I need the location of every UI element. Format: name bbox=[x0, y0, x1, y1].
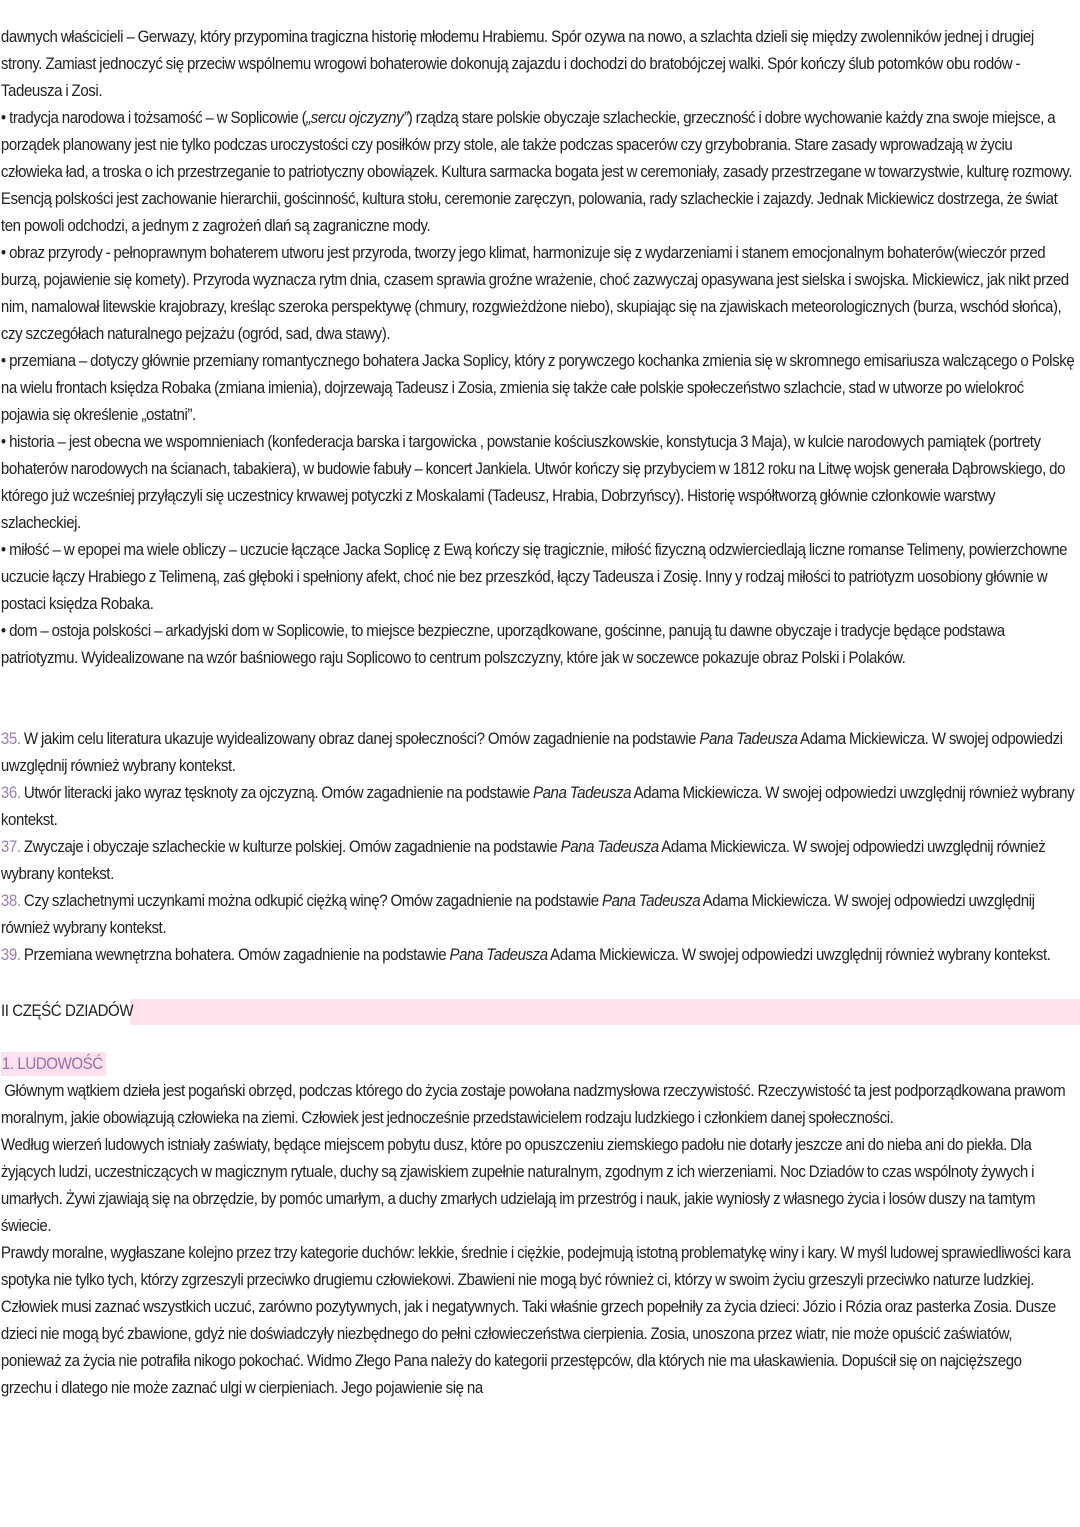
question-title-italic: Pana Tadeusza bbox=[449, 946, 548, 964]
bullet-rest: ) rządzą stare polskie obyczaje szlacheckie, grzeczność i dobre wychowanie każdy zna swoje miejsce, a porządek planowany jest nie tylko podczas uroczystości czy posiłków przy stole, ale także podczas spacerów czy grzybobrania. Stare zasady wprowadzają w życiu człowieka ład, a troska o ich przestrzeganie to patriotyczny obowiązek. Kultura sarmacka bogata jest w ceremoniały, zasady przestrzegane w towarzystwie, kulturę rozmowy. Esencją polskości jest zachowanie hierarchii, gościnność, kultura stołu, ceremonie zaręczyn, polowania, rady szlacheckie i zajazdy. Jednak Mickiewicz dostrzega, że świat ten powoli odchodzi, a jednym z zagrożeń dlań są zagraniczne mody. bbox=[0, 109, 1073, 235]
question-list bbox=[0, 726, 1080, 969]
question-number: 38. bbox=[0, 892, 21, 910]
spacer bbox=[0, 1025, 1080, 1052]
section-highlight-bar bbox=[130, 999, 1080, 1025]
question-text: W jakim celu literatura ukazuje wyidealizowany obraz danej społeczności? Omów zagadnienie na podstawie bbox=[20, 730, 700, 748]
subsection-title: 1. LUDOWOŚĆ bbox=[1, 1052, 106, 1076]
section-heading bbox=[0, 998, 1080, 1025]
question-text-end: Adama Mickiewicza. W swojej odpowiedzi uwzględnij również wybrany kontekst. bbox=[0, 838, 1046, 883]
subsection-heading bbox=[0, 1052, 1080, 1078]
bullet-tradition bbox=[0, 105, 1077, 240]
question-text-end: Adama Mickiewicza. W swojej odpowiedzi uwzględnij również wybrany kontekst. bbox=[0, 730, 1063, 775]
question-title-italic: Pana Tadeusza bbox=[699, 730, 798, 748]
bullet-history: • historia – jest obecna we wspomnieniach (konfederacja barska i targowicka , powstanie kościuszkowskie, konstytucja 3 Maja), w kulcie narodowych pamiątek (portrety bohaterów narodowych na ścianach, tabakiera), w budowie fabuły – koncert Jankiela. Utwór kończy się przybyciem w 1812 roku na Litwę wojsk generała Dąbrowskiego, do którego już wcześniej przyłączyli się uczestnicy krwawej potyczki z Moskalami (Tadeusz, Hrabia, Dobrzyńscy). Historię współtworzą głównie członkowie warstwy szlacheckiej. bbox=[0, 433, 1066, 532]
question-title-italic: Pana Tadeusza bbox=[532, 784, 632, 802]
bullet-italic-quote: „sercu ojczyzny” bbox=[306, 109, 408, 127]
question-number: 35. bbox=[0, 730, 21, 748]
document-page bbox=[0, 24, 1080, 1402]
question-text: Przemiana wewnętrzna bohatera. Omów zagadnienie na podstawie bbox=[20, 946, 450, 964]
question-item bbox=[0, 834, 1077, 888]
bullet-love: • miłość – w epopei ma wiele obliczy – uczucie łączące Jacka Soplicę z Ewą kończy się tragicznie, miłość fizyczną odzwierciedlają liczne romanse Telimeny, powierzchowne uczucie łączy Hrabiego z Telimeną, zaś głęboki i spełniony afekt, choć nie bez przeszkód, łączy Tadeusza i Zosię. Inny y rodzaj miłości to patriotyzm uosobiony głównie w postaci księdza Robaka. bbox=[0, 541, 1068, 613]
question-text: Utwór literacki jako wyraz tęsknoty za ojczyzną. Omów zagadnienie na podstawie bbox=[20, 784, 533, 802]
body-paragraph: Głównym wątkiem dzieła jest pogański obrzęd, podczas którego do życia zostaje powołana nadzmysłowa rzeczywistość. Rzeczywistość ta jest podporządkowana prawom moralnym, jakie obowiązują człowieka na ziemi. Człowiek jest jednocześnie przedstawicielem rodzaju ludzkiego i członkiem danej społeczności. bbox=[0, 1082, 1069, 1127]
question-title-italic: Pana Tadeusza bbox=[560, 838, 659, 856]
question-item bbox=[0, 780, 1077, 834]
intro-paragraph: dawnych właścicieli – Gerwazy, który przypomina tragiczna historię młodemu Hrabiemu. Spór ozywa na nowo, a szlachta dzieli się między zwolenników jednej i drugiej strony. Zamiast jednoczyć się przeciw wspólnemu wrogowi bohaterowie dokonują zajazdu i dochodzi do bratobójczej walki. Spór kończy ślub potomków obu rodów - Tadeusza i Zosi. bbox=[0, 28, 1034, 100]
body-paragraph: Prawdy moralne, wygłaszane kolejno przez trzy kategorie duchów: lekkie, średnie i ciężkie, podejmują istotną problematykę winy i kary. W myśl ludowej sprawiedliwości kara spotyka nie tylko tych, którzy zgrzeszyli przeciwko drugiemu człowiekowi. Zbawieni nie mogą być również ci, którzy w swoim życiu grzeszyli przeciwko naturze ludzkiej. Człowiek musi zaznać wszystkich uczuć, zarówno pozytywnych, jak i negatywnych. Taki właśnie grzech popełniły za życia dzieci: Józio i Rózia oraz pasterka Zosia. Dusze dzieci nie mogą być zbawione, gdyż nie doświadczyły niezbędnego do pełni człowieczeństwa cierpienia. Zosia, unoszona przez wiatr, nie może opuścić zaświatów, ponieważ za życia nie potrafiła nikogo pokochać. Widmo Złego Pana należy do kategorii przestępców, dla których nie ma ułaskawienia. Dopuścił się on najcięższego grzechu i dlatego nie może zaznać ulgi w cierpieniach. Jego pojawienie się na bbox=[0, 1244, 1071, 1397]
question-text-end: Adama Mickiewicza. W swojej odpowiedzi uwzględnij również wybrany kontekst. bbox=[547, 946, 1051, 964]
question-title-italic: Pana Tadeusza bbox=[602, 892, 701, 910]
section-title: II CZĘŚĆ DZIADÓW bbox=[1, 1002, 134, 1020]
bullet-transformation: • przemiana – dotyczy głównie przemiany romantycznego bohatera Jacka Soplicy, który z porywczego kochanka zmienia się w skromnego emisariusza walczącego o Polskę na wielu frontach księdza Robaka (zmiana imienia), dojrzewają Tadeusz i Zosia, zmienia się także całe polskie społeczeństwo szlachcie, stad w utworze po wielokroć pojawia się określenie „ostatni”. bbox=[0, 352, 1075, 424]
question-text: Zwyczaje i obyczaje szlacheckie w kulturze polskiej. Omów zagadnienie na podstawie bbox=[20, 838, 561, 856]
question-item bbox=[0, 726, 1077, 780]
question-number: 36. bbox=[0, 784, 21, 802]
spacer bbox=[0, 672, 1080, 726]
question-item bbox=[0, 942, 1077, 969]
bullet-home: • dom – ostoja polskości – arkadyjski dom w Soplicowie, to miejsce bezpieczne, uporządkowane, gościnne, panują tu dawne obyczaje i tradycje będące podstawa patriotyzmu. Wyidealizowane na wzór baśniowego raju Soplicowo to centrum polszczyzny, które jak w soczewce pokazuje obraz Polski i Polaków. bbox=[0, 622, 1005, 667]
bullet-nature: • obraz przyrody - pełnoprawnym bohaterem utworu jest przyroda, tworzy jego klimat, harmonizuje się z wydarzeniami i stanem emocjonalnym bohaterów(wieczór przed burzą, pojawienie się komety). Przyroda wyznacza rytm dnia, czasem sprawia groźne wrażenie, choć zazwyczaj opasywana jest sielska i swojska. Mickiewicz, jak nikt przed nim, namalował litewskie krajobrazy, kreśląc szeroka perspektywę (chmury, rozgwieżdżone niebo), skupiając się na zjawiskach meteorologicznych (burza, wschód słońca), czy szczegółach naturalnego pejzażu (ogród, sad, dwa stawy). bbox=[0, 244, 1069, 343]
spacer bbox=[0, 969, 1080, 996]
bullet-lead: • tradycja narodowa i tożsamość – w Soplicowie ( bbox=[0, 109, 307, 127]
question-item bbox=[0, 888, 1077, 942]
question-text-end: Adama Mickiewicza. W swojej odpowiedzi uwzględnij również wybrany kontekst. bbox=[0, 784, 1075, 829]
question-text: Czy szlachetnymi uczynkami można odkupić ciężką winę? Omów zagadnienie na podstawie bbox=[20, 892, 603, 910]
question-number: 37. bbox=[0, 838, 21, 856]
question-number: 39. bbox=[0, 946, 21, 964]
body-paragraph: Według wierzeń ludowych istniały zaświaty, będące miejscem pobytu dusz, które po opuszczeniu ziemskiego padołu nie dotarły jeszcze ani do nieba ani do piekła. Dla żyjących ludzi, uczestniczących w magicznym rytuale, duchy są zjawiskiem zupełnie naturalnym, zgodnym z ich wierzeniami. Noc Dziadów to czas wspólnoty żywych i umarłych. Żywi zjawiają się na obrzędzie, by pomóc umarłym, a duchy zmarłych udzielają im przestróg i nauk, jakie wyniosły z własnego życia i losów duszy na tamtym świecie. bbox=[0, 1136, 1036, 1235]
question-text-end: Adama Mickiewicza. W swojej odpowiedzi uwzględnij również wybrany kontekst. bbox=[0, 892, 1035, 937]
